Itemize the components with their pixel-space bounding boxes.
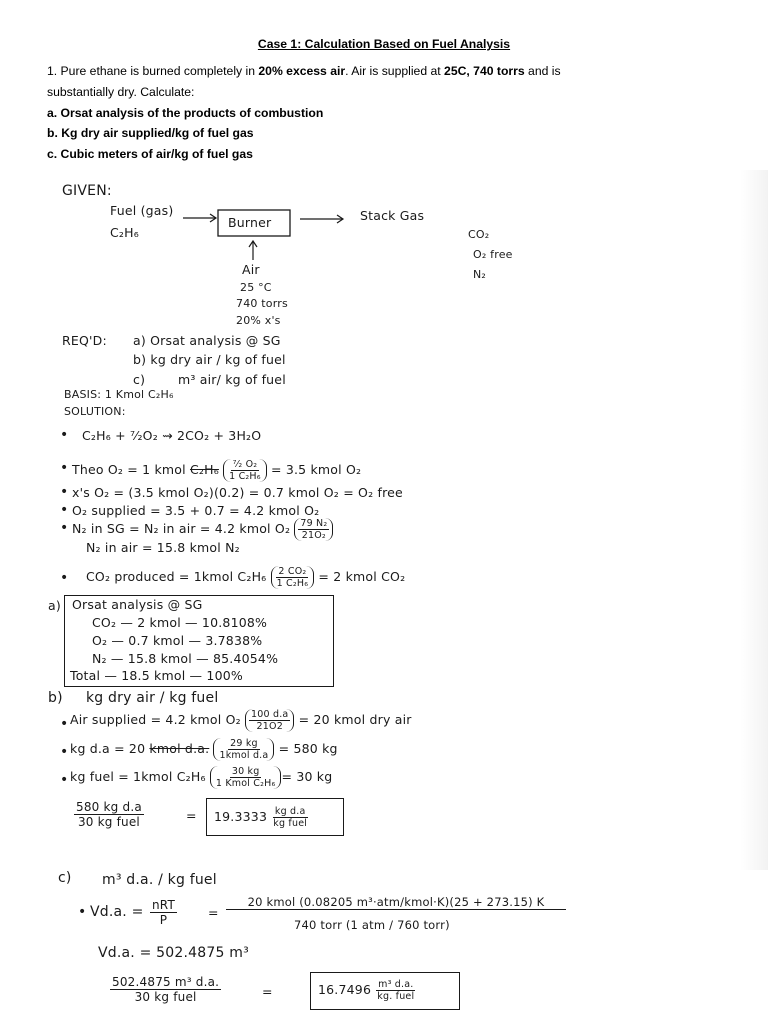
co2-result: = 2 kmol CO₂ (314, 569, 406, 584)
air-excess: 20% x's (236, 314, 281, 327)
bullet: • (60, 460, 69, 476)
n2-text: N₂ in SG = N₂ in air = 4.2 kmol O₂ (72, 521, 291, 536)
fraction-numerator: 79 N₂ (300, 518, 328, 529)
bullet: • (60, 716, 69, 732)
co2-text: CO₂ produced = 1kmol C₂H₆ (86, 569, 267, 584)
answer-value: 16.7496 (318, 982, 372, 997)
vda-result: Vd.a. = 502.4875 m³ (98, 945, 249, 961)
fraction-numerator: kg d.a (274, 806, 306, 817)
part-b-label: b) (48, 690, 63, 706)
stack-item-n2: N₂ (473, 268, 487, 281)
cancelled-unit: kmol d.a. (149, 741, 210, 756)
air-text: Air supplied = 4.2 kmol O₂ (70, 712, 241, 727)
part-b-title: kg dry air / kg fuel (86, 690, 219, 706)
orsat-row-n2: N₂ — 15.8 kmol — 85.4054% (92, 651, 279, 666)
fraction-denominator: 21O2 (256, 721, 283, 732)
theo-result: = 3.5 kmol O₂ (266, 462, 362, 477)
fraction-numerator: 29 kg (230, 738, 258, 749)
conversion-factor (213, 738, 274, 761)
excess-o2: x's O₂ = (3.5 kmol O₂)(0.2) = 0.7 kmol O₂ = O₂ free (72, 485, 403, 500)
kg-fuel (70, 766, 332, 789)
reaction-equation: C₂H₆ + ⁷⁄₂O₂ ⇝ 2CO₂ + 3H₂O (82, 428, 262, 443)
equals-sign: = (186, 808, 197, 823)
fraction-denominator: 1 C₂H₆ (276, 578, 309, 589)
air-result: = 20 kmol dry air (294, 712, 412, 727)
bullet: • (60, 570, 69, 586)
bullet: • (60, 502, 69, 518)
kgfuel-result: = 30 kg (281, 769, 333, 784)
fraction-denominator: 30 kg fuel (134, 990, 197, 1004)
given-label: GIVEN: (62, 183, 112, 199)
stack-gas-label: Stack Gas (360, 208, 425, 223)
stack-item-co2: CO₂ (468, 228, 490, 241)
problem-text: . Air is supplied at (345, 64, 445, 78)
problem-text: 1. Pure ethane is burned completely in (47, 64, 259, 78)
orsat-row-co2: CO₂ — 2 kmol — 10.8108% (92, 615, 268, 630)
fraction-denominator: kg fuel (273, 818, 308, 829)
fraction-numerator: 502.4875 m³ d.a. (112, 975, 220, 989)
bullet: • (60, 772, 69, 788)
cancelled-unit: C₂H₆ (189, 462, 219, 477)
fraction-denominator: 1 Kmol C₂H₆ (215, 778, 276, 789)
fraction-denominator: 1 C₂H₆ (229, 471, 261, 482)
fuel-label: Fuel (gas) (110, 203, 174, 218)
vda-numerator: 20 kmol (0.08205 m³·atm/kmol·K)(25 + 273.15) K (226, 895, 566, 910)
ratio-b (74, 800, 144, 829)
fraction-numerator: 100 d.a (251, 709, 289, 720)
air-supplied (70, 709, 412, 732)
reqd-b: b) kg dry air / kg of fuel (133, 352, 286, 367)
reqd-label: REQ'D: (62, 333, 107, 348)
co2-produced (86, 566, 405, 589)
conversion-factor (245, 709, 294, 732)
stack-item-o2: O₂ free (473, 248, 513, 261)
part-c-title: m³ d.a. / kg fuel (102, 872, 217, 888)
answer-c (318, 979, 416, 1002)
ratio-c (110, 975, 221, 1004)
burner-label: Burner (228, 215, 272, 230)
kg-dry-air (70, 738, 338, 761)
conditions-text: 25C, 740 torrs (444, 64, 525, 78)
document-title: Case 1: Calculation Based on Fuel Analysis (257, 37, 511, 51)
bullet: • (60, 520, 69, 536)
answer-b (214, 806, 309, 829)
o2-supplied: O₂ supplied = 3.5 + 0.7 = 4.2 kmol O₂ (72, 503, 320, 518)
part-c-label: c) (58, 870, 72, 886)
conversion-factor (294, 518, 333, 541)
problem-statement-line2: substantially dry. Calculate: (47, 85, 195, 99)
fuel-formula: C₂H₆ (110, 225, 139, 240)
fraction-denominator: 1kmol d.a (219, 750, 269, 761)
bullet: • (60, 427, 69, 443)
bullet: • (78, 904, 87, 920)
air-label: Air (242, 262, 260, 277)
fraction-numerator: ⁷⁄₂ O₂ (232, 459, 258, 470)
equals-sign: = (208, 905, 219, 920)
conversion-factor (210, 766, 282, 789)
orsat-row-total: Total — 18.5 kmol — 100% (70, 668, 243, 683)
reqd-c-label: c) (133, 372, 146, 387)
bullet: • (60, 484, 69, 500)
fraction-numerator: 2 CO₂ (278, 566, 307, 577)
orsat-row-o2: O₂ — 0.7 kmol — 3.7838% (92, 633, 263, 648)
fraction-denominator: kg. fuel (377, 991, 415, 1002)
vda-label: Vd.a. = (90, 904, 144, 920)
basis: BASIS: 1 Kmol C₂H₆ (64, 388, 174, 401)
fraction-denominator: P (159, 913, 168, 927)
solution-label: SOLUTION: (64, 405, 126, 418)
bullet: • (60, 744, 69, 760)
excess-air-text: 20% excess air (258, 64, 346, 78)
air-pressure: 740 torrs (236, 297, 288, 310)
problem-text: and is (524, 64, 561, 78)
n2-in-air: N₂ in air = 15.8 kmol N₂ (86, 540, 240, 555)
theo-text: Theo O₂ = 1 kmol (72, 462, 190, 477)
orsat-title: Orsat analysis @ SG (72, 597, 203, 612)
task-b: b. Kg dry air supplied/kg of fuel gas (47, 126, 254, 140)
fraction-numerator: 580 kg d.a (76, 800, 142, 814)
air-temp: 25 °C (240, 281, 272, 294)
theo-o2 (72, 459, 361, 482)
kgfuel-text: kg fuel = 1kmol C₂H₆ (70, 769, 206, 784)
equals-sign: = (262, 984, 273, 999)
reqd-c: m³ air/ kg of fuel (178, 372, 286, 387)
fraction-numerator: m³ d.a. (378, 979, 414, 990)
fraction-denominator: 21O₂ (301, 530, 326, 541)
kgda-result: = 580 kg (274, 741, 338, 756)
fraction-denominator: 30 kg fuel (77, 815, 140, 829)
vda-denominator: 740 torr (1 atm / 760 torr) (294, 918, 450, 932)
reqd-a: a) Orsat analysis @ SG (133, 333, 281, 348)
answer-value: 19.3333 (214, 809, 268, 824)
task-c: c. Cubic meters of air/kg of fuel gas (47, 147, 253, 161)
part-a-label: a) (48, 598, 61, 613)
n2-in-sg (72, 518, 333, 541)
kgda-text: kg d.a = 20 (70, 741, 150, 756)
fraction-numerator: nRT (152, 898, 176, 912)
nrt-fraction (150, 898, 177, 927)
conversion-factor (271, 566, 315, 589)
task-a: a. Orsat analysis of the products of combustion (47, 106, 324, 120)
fraction-numerator: 30 kg (231, 766, 260, 777)
conversion-factor (223, 459, 267, 482)
